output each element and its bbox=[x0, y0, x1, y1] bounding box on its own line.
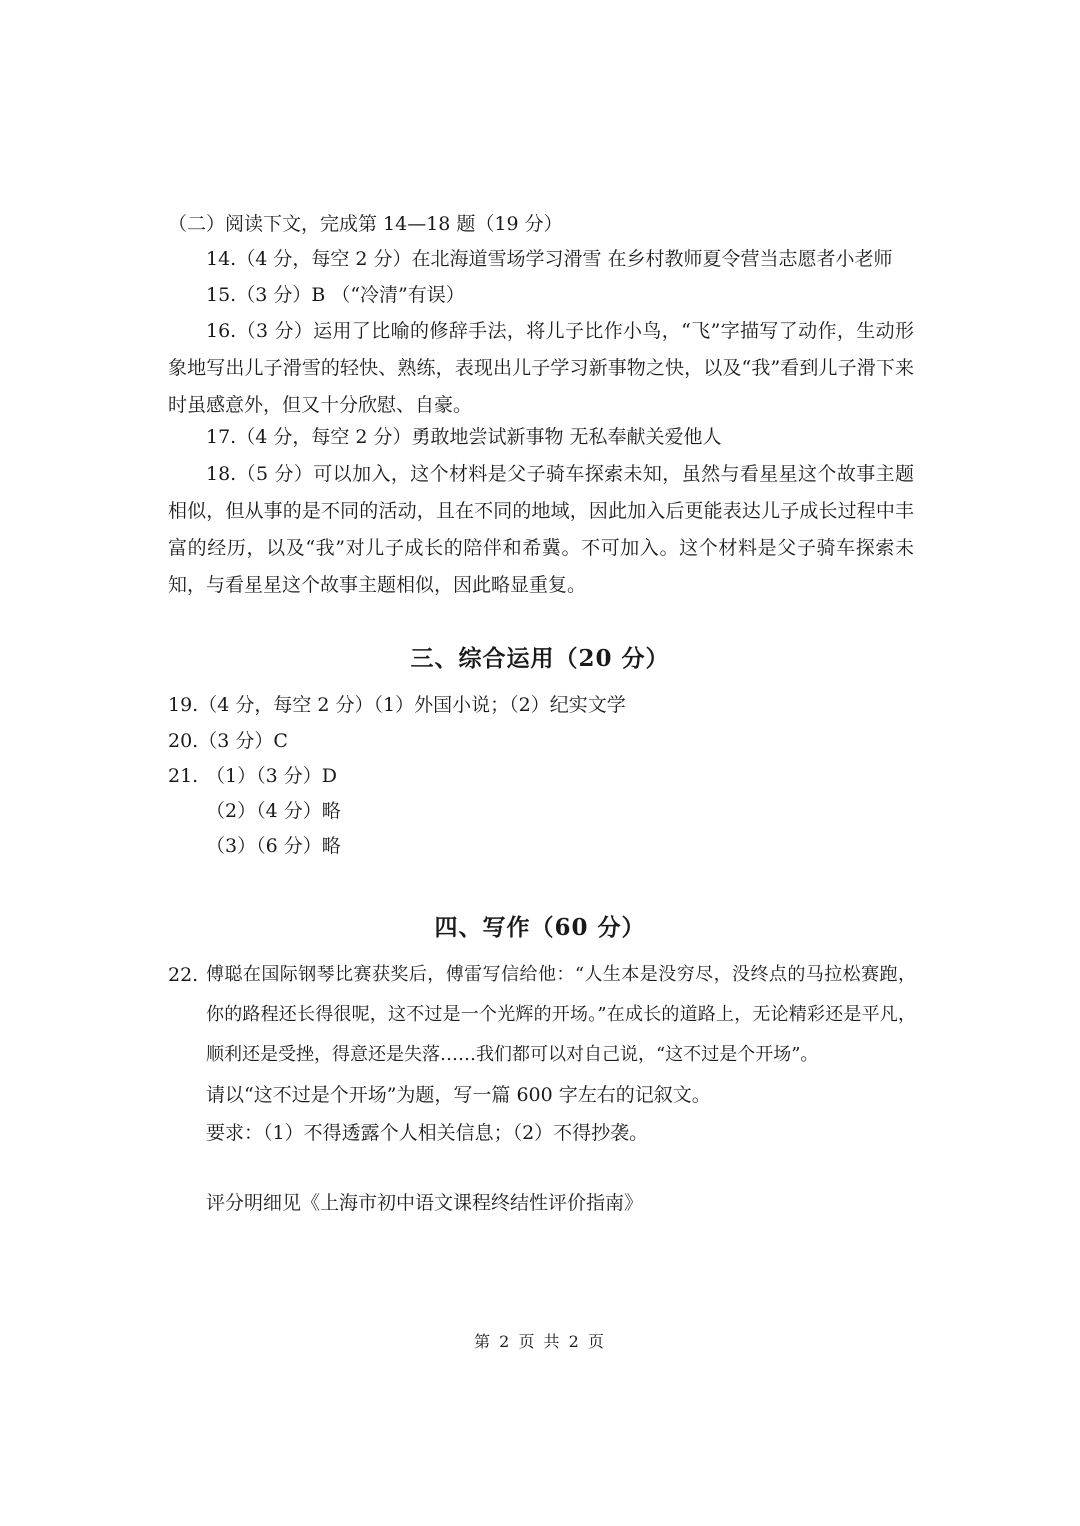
section-3-heading: 三、综合运用（20 分） bbox=[410, 645, 670, 672]
answer-21-label: 21. bbox=[168, 765, 199, 787]
question-22-text: 傅聪在国际钢琴比赛获奖后，傅雷写信给他：“人生本是没穷尽，没终点的马拉松赛跑，你的路程还长得很呢，这不过是一个光辉的开场。”在成长的道路上，无论精彩还是平凡，顺利还是受挫，得意还是失落……我们都可以对自己说，“这不过是个开场”。 bbox=[206, 964, 916, 1065]
answer-18: 18.（5 分）可以加入，这个材料是父子骑车探索未知，虽然与看星星这个故事主题相似，但从事的是不同的活动，且在不同的地域，因此加入后更能表达儿子成长过程中丰富的经历，以及“我”对儿子成长的陪伴和希冀。不可加入。这个材料是父子骑车探索未知，与看星星这个故事主题相似，因此略显重复。 bbox=[168, 463, 914, 596]
answer-17: 17.（4 分，每空 2 分）勇敢地尝试新事物 无私奉献关爱他人 bbox=[206, 426, 722, 448]
answer-16: 16.（3 分）运用了比喻的修辞手法，将儿子比作小鸟，“飞”字描写了动作，生动形象地写出儿子滑雪的轻快、熟练，表现出儿子学习新事物之快，以及“我”看到儿子滑下来时虽感意外，但又十分欣慰、自豪。 bbox=[168, 320, 914, 416]
answer-19: 19.（4 分，每空 2 分）（1）外国小说；（2）纪实文学 bbox=[168, 694, 626, 716]
answer-15: 15.（3 分）B （“冷清”有误） bbox=[206, 284, 465, 306]
section-title: （二）阅读下文，完成第 14—18 题（19 分） bbox=[168, 213, 563, 235]
essay-prompt: 请以“这不过是个开场”为题，写一篇 600 字左右的记叙文。 bbox=[206, 1084, 711, 1106]
essay-requirements: 要求：（1）不得透露个人相关信息；（2）不得抄袭。 bbox=[206, 1122, 649, 1144]
answer-21-2: （2）（4 分）略 bbox=[206, 800, 341, 822]
question-22-label: 22. bbox=[168, 964, 199, 986]
scoring-note: 评分明细见《上海市初中语文课程终结性评价指南》 bbox=[206, 1192, 644, 1214]
answer-21-1: （1）（3 分）D bbox=[206, 765, 337, 787]
answer-14: 14.（4 分，每空 2 分）在北海道雪场学习滑雪 在乡村教师夏令营当志愿者小老师 bbox=[206, 248, 893, 270]
page-number: 第 2 页 共 2 页 bbox=[474, 1332, 606, 1351]
section-4-heading: 四、写作（60 分） bbox=[434, 914, 646, 941]
answer-21-3: （3）（6 分）略 bbox=[206, 835, 341, 857]
answer-20: 20.（3 分）C bbox=[168, 730, 288, 752]
